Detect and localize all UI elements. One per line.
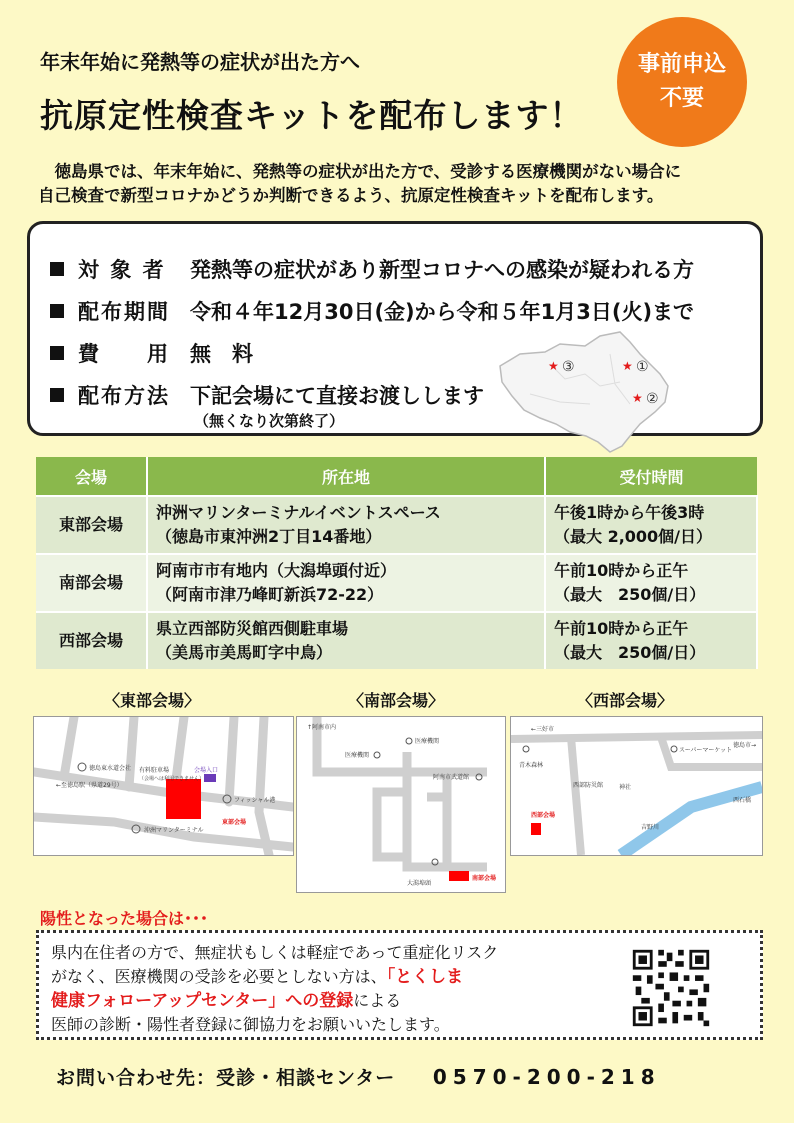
venue-address <box>147 612 545 669</box>
info-label: 費 用 <box>78 342 170 366</box>
positive-case-box <box>36 930 763 1040</box>
column-header: 受付時間 <box>545 457 757 496</box>
address-line: 県立西部防災館西側駐車場 <box>156 619 349 638</box>
map-label: 西部会場 <box>531 812 556 819</box>
marker-1: ① <box>636 359 649 375</box>
place-circle-icon <box>406 738 412 744</box>
venue-name: 東部会場 <box>36 496 147 554</box>
east-map <box>33 716 294 856</box>
info-box <box>27 221 763 436</box>
contact-label: お問い合わせ先：受診・相談センター <box>56 1067 396 1089</box>
text-line: 医師の診断・陽性者登録に御協力をお願いいたします。 <box>51 1015 450 1034</box>
badge-line1: 事前申込 <box>637 52 726 77</box>
map-label: 医療機関 <box>345 752 370 759</box>
contact-phone[interactable]: 0570-200-218 <box>432 1065 661 1089</box>
south-venue-marker <box>449 871 469 881</box>
page-title: 抗原定性検査キットを配布します！ <box>40 96 584 135</box>
intro-line2: 自己検査で新型コロナかどうか判断できるよう、抗原定性検査キットを配布します。 <box>38 186 664 205</box>
qr-code-icon[interactable] <box>630 947 712 1029</box>
map-label: 神社 <box>619 784 632 791</box>
intro-line1: 徳島県では、年末年始に、発熱等の症状が出た方で、受診する医療機関がない場合に <box>38 162 682 181</box>
positive-case-text <box>51 941 621 1037</box>
map-label: 阿南市武道館 <box>433 774 470 781</box>
info-value: 発熱等の症状があり新型コロナへの感染が疑われる方 <box>190 258 694 282</box>
map-label: 西石橋 <box>733 797 752 804</box>
info-row-period <box>50 296 694 326</box>
address-line: （徳島市東沖洲2丁目14番地） <box>156 527 382 546</box>
east-map-title: 〈東部会場〉 <box>104 691 201 710</box>
venue-name: 西部会場 <box>36 612 147 669</box>
info-label: 配布期間 <box>78 300 170 324</box>
tokushima-map <box>490 324 680 454</box>
venue-table <box>36 457 758 669</box>
map-label: （会場へは利用できません） <box>139 776 205 782</box>
marker-2: ② <box>646 391 659 407</box>
place-circle-icon <box>78 763 86 771</box>
venue-address <box>147 554 545 612</box>
map-label: フィッシャル港 <box>234 797 276 804</box>
info-label: 配布方法 <box>78 384 170 408</box>
column-header: 会場 <box>36 457 147 496</box>
time-line: 午後1時から午後3時 <box>554 503 705 522</box>
address-line: （阿南市津乃峰町新浜72-22） <box>156 585 384 604</box>
map-label: ←三好市 <box>531 726 555 733</box>
info-value: 下記会場にて直接お渡しします <box>190 384 484 408</box>
text-segment: がなく、医療機関の受診を必要としない方は、 <box>51 967 387 986</box>
table-row <box>36 554 757 612</box>
info-row-target <box>50 254 694 284</box>
marker-star-icon: ★ <box>632 391 643 405</box>
map-label: 有料駐車場 <box>139 767 170 774</box>
map-label: 青木森林 <box>519 762 544 769</box>
entrance-marker <box>204 774 216 782</box>
map-label: 徳島市→ <box>733 742 757 749</box>
table-header-row <box>36 457 757 496</box>
place-circle-icon <box>374 752 380 758</box>
marker-star-icon: ★ <box>622 359 633 373</box>
table-row <box>36 496 757 554</box>
text-segment: による <box>353 991 402 1010</box>
time-line: （最大 250個/日） <box>554 643 706 662</box>
address-line: （美馬市美馬町字中鳥） <box>156 643 333 662</box>
venue-time <box>545 496 757 554</box>
intro-text <box>38 160 763 208</box>
map-label: 大潟埠頭 <box>407 880 432 887</box>
marker-star-icon: ★ <box>548 359 559 373</box>
contact-line <box>56 1063 661 1090</box>
column-header: 所在地 <box>147 457 545 496</box>
venue-address <box>147 496 545 554</box>
info-row-method <box>50 380 484 410</box>
map-label: 西部防災館 <box>573 782 604 789</box>
place-circle-icon <box>523 746 529 752</box>
marker-3: ③ <box>562 359 575 375</box>
time-line: 午前10時から正午 <box>554 619 689 638</box>
text-line <box>51 989 621 1013</box>
info-row-cost <box>50 338 253 368</box>
address-line: 阿南市市有地内（大潟埠頭付近） <box>156 561 397 580</box>
subtitle: 年末年始に発熱等の症状が出た方へ <box>40 50 360 74</box>
map-label: 沖洲マリンターミナル <box>144 827 204 834</box>
text-line: 県内在住者の方で、無症状もしくは軽症であって重症化リスク <box>51 943 499 962</box>
address-line: 沖洲マリンターミナルイベントスペース <box>156 503 441 522</box>
text-line <box>51 965 621 989</box>
bullet-square-icon <box>50 262 64 276</box>
east-map-drawing <box>34 717 293 855</box>
map-label: 会場入口 <box>194 767 219 774</box>
venue-name: 南部会場 <box>36 554 147 612</box>
info-value: 無 料 <box>190 342 253 366</box>
info-label: 対 象 者 <box>78 258 166 282</box>
time-line: 午前10時から正午 <box>554 561 689 580</box>
map-label: 吉野川 <box>641 824 660 831</box>
bullet-square-icon <box>50 346 64 360</box>
map-label: 東部会場 <box>222 819 247 826</box>
west-venue-marker <box>531 823 541 835</box>
time-line: （最大 2,000個/日） <box>554 527 713 546</box>
table-row <box>36 612 757 669</box>
map-label: スーパーマーケット <box>679 747 733 754</box>
south-map <box>296 716 506 893</box>
positive-case-label: 陽性となった場合は･･･ <box>40 909 209 928</box>
map-label: 南部会場 <box>472 875 497 882</box>
place-circle-icon <box>671 746 677 752</box>
info-value: 令和４年12月30日(金)から令和５年1月3日(火)まで <box>190 300 695 324</box>
bullet-square-icon <box>50 304 64 318</box>
map-label: 徳島東水道会社 <box>89 765 132 772</box>
south-map-drawing <box>297 717 505 892</box>
west-map-title: 〈西部会場〉 <box>577 691 674 710</box>
venue-time <box>545 554 757 612</box>
west-map <box>510 716 763 856</box>
west-map-drawing <box>511 717 762 855</box>
east-venue-marker <box>166 779 201 819</box>
map-label: ↑阿南市内 <box>307 724 337 731</box>
map-label: 医療機関 <box>415 738 440 745</box>
map-label: ←至徳島駅（県道29号） <box>56 782 123 789</box>
south-map-title: 〈南部会場〉 <box>348 691 445 710</box>
venue-time <box>545 612 757 669</box>
stock-note: （無くなり次第終了） <box>194 412 345 430</box>
bullet-square-icon <box>50 388 64 402</box>
follow-up-center-name: 健康フォローアップセンター」への登録 <box>51 991 354 1011</box>
no-reservation-badge <box>617 17 747 147</box>
badge-line2: 不要 <box>659 86 704 111</box>
follow-up-center-name: 「とくしま <box>386 967 464 987</box>
time-line: （最大 250個/日） <box>554 585 706 604</box>
